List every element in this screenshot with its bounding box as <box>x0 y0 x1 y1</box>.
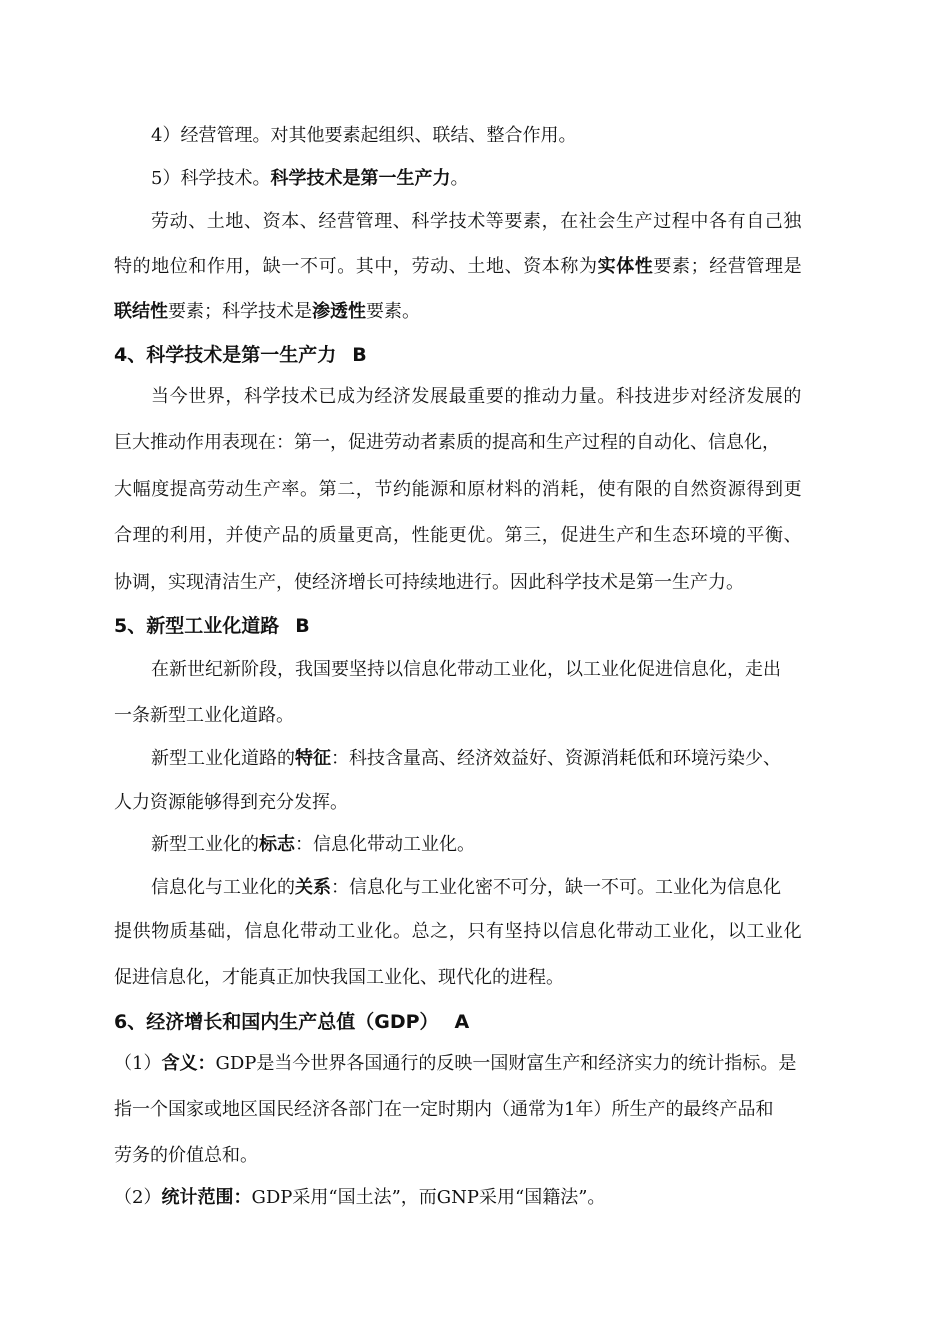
bold-term: 实体性 <box>597 256 654 277</box>
paragraph-line <box>151 385 802 409</box>
paragraph-line <box>151 124 576 148</box>
text: （1） <box>114 1053 162 1074</box>
paragraph-line <box>151 833 475 857</box>
text: 在新世纪新阶段，我国要坚持以信息化带动工业化，以工业化促进信息化，走出 <box>151 659 781 680</box>
section-heading <box>114 343 367 367</box>
text: 特的地位和作用，缺一不可。其中，劳动、土地、资本称为 <box>114 256 598 277</box>
paragraph-line <box>151 747 781 771</box>
paragraph-line <box>114 524 802 548</box>
paragraph-line <box>114 1144 258 1168</box>
bold-term: 统计范围： <box>161 1187 252 1208</box>
section-heading <box>114 614 310 638</box>
paragraph-line <box>151 167 468 191</box>
bold-term: 科学技术是第一生产力 <box>270 168 451 189</box>
heading-text: 5、新型工业化道路 <box>114 615 280 637</box>
paragraph-line <box>114 966 564 990</box>
text: 一条新型工业化道路。 <box>114 705 294 726</box>
text: GDP采用“国土法”，而GNP采用“国籍法”。 <box>251 1187 606 1208</box>
grade-label: B <box>352 344 367 366</box>
text: 促进信息化，才能真正加快我国工业化、现代化的进程。 <box>114 967 564 988</box>
text: 新型工业化的 <box>151 834 259 855</box>
text: 信息化与工业化的 <box>151 877 295 898</box>
text: 。 <box>450 168 469 189</box>
paragraph-line <box>151 658 781 682</box>
text: ：信息化与工业化密不可分，缺一不可。工业化为信息化 <box>331 877 781 898</box>
heading-text: 4、科学技术是第一生产力 <box>114 344 337 366</box>
text: 当今世界，科学技术已成为经济发展最重要的推动力量。科技进步对经济发展的 <box>151 386 802 407</box>
text: 协调，实现清洁生产，使经济增长可持续地进行。因此科学技术是第一生产力。 <box>114 572 744 593</box>
text: 劳动、土地、资本、经营管理、科学技术等要素，在社会生产过程中各有自己独 <box>151 211 802 232</box>
text: GDP是当今世界各国通行的反映一国财富生产和经济实力的统计指标。是 <box>215 1053 797 1074</box>
text: 5）科学技术。 <box>151 168 271 189</box>
bold-term: 标志 <box>259 834 295 855</box>
text: 提供物质基础，信息化带动工业化。总之，只有坚持以信息化带动工业化，以工业化 <box>114 921 803 942</box>
paragraph-line <box>114 300 420 324</box>
paragraph-line <box>114 1052 796 1076</box>
paragraph-line <box>114 255 802 279</box>
paragraph-line <box>114 791 348 815</box>
text: 指一个国家或地区国民经济各部门在一定时期内（通常为1年）所生产的最终产品和 <box>114 1099 774 1120</box>
paragraph-line <box>114 571 744 595</box>
paragraph-line <box>114 431 780 455</box>
text: ：科技含量高、经济效益好、资源消耗低和环境污染少、 <box>331 748 781 769</box>
bold-term: 联结性 <box>114 301 168 322</box>
text: 要素；科学技术是 <box>168 301 312 322</box>
text: 合理的利用，并使产品的质量更高，性能更优。第三，促进生产和生态环境的平衡、 <box>114 525 803 546</box>
paragraph-line <box>114 1098 773 1122</box>
bold-term: 含义： <box>161 1053 216 1074</box>
grade-label: A <box>454 1011 470 1033</box>
section-heading <box>114 1010 469 1034</box>
text: 大幅度提高劳动生产率。第二，节约能源和原材料的消耗，使有限的自然资源得到更 <box>114 479 803 500</box>
text: 劳务的价值总和。 <box>114 1145 258 1166</box>
text: 巨大推动作用表现在：第一，促进劳动者素质的提高和生产过程的自动化、信息化， <box>114 432 780 453</box>
text: 人力资源能够得到充分发挥。 <box>114 792 348 813</box>
paragraph-line <box>151 210 802 234</box>
paragraph-line <box>114 704 294 728</box>
text: ：信息化带动工业化。 <box>295 834 475 855</box>
heading-text: 6、经济增长和国内生产总值（GDP） <box>114 1011 439 1033</box>
grade-label: B <box>295 615 310 637</box>
paragraph-line <box>114 478 802 502</box>
text: 要素；经营管理是 <box>653 256 803 277</box>
paragraph-line <box>114 920 802 944</box>
text: 4）经营管理。对其他要素起组织、联结、整合作用。 <box>151 125 577 146</box>
text: （2） <box>114 1187 162 1208</box>
bold-term: 特征 <box>295 748 331 769</box>
text: 新型工业化道路的 <box>151 748 295 769</box>
bold-term: 渗透性 <box>312 301 366 322</box>
paragraph-line <box>151 876 781 900</box>
bold-term: 关系 <box>295 877 331 898</box>
paragraph-line <box>114 1186 605 1210</box>
text: 要素。 <box>366 301 420 322</box>
